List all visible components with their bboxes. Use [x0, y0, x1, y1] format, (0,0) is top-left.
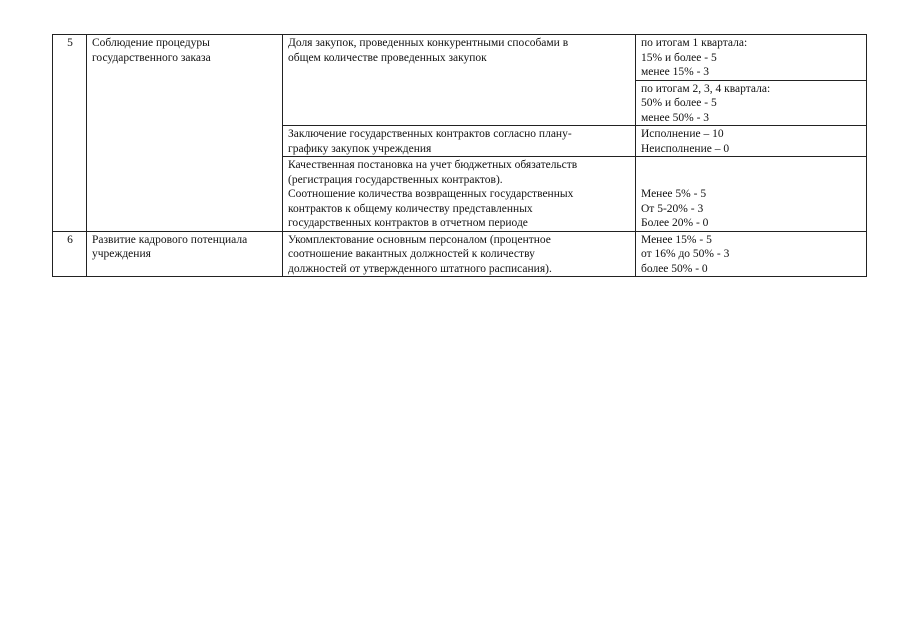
criterion-text: Доля закупок, проведенных конкурентными способами в общем количестве проведенных закупок	[283, 35, 636, 126]
score-cell: по итогам 1 квартала: 15% и более - 5 менее 15% - 3	[636, 35, 867, 81]
table-row	[53, 231, 867, 277]
criteria-table	[52, 34, 867, 277]
score-cell: Менее 5% - 5 От 5-20% - 3 Более 20% - 0	[636, 157, 867, 232]
score-cell: Менее 15% - 5 от 16% до 50% - 3 более 50% - 0	[636, 231, 867, 277]
criterion-text: Качественная постановка на учет бюджетных обязательств (регистрация государственных контрактов). Соотношение количества возвращенных государственных контрактов к общему количеству представленных государственных контрактов в отчетном периоде	[283, 157, 636, 232]
table-row	[53, 35, 867, 81]
section-title: Развитие кадрового потенциала учреждения	[87, 231, 283, 277]
score-cell: Исполнение – 10 Неисполнение – 0	[636, 126, 867, 157]
criterion-text: Заключение государственных контрактов согласно плану- графику закупок учреждения	[283, 126, 636, 157]
section-title: Соблюдение процедуры государственного заказа	[87, 35, 283, 232]
row-number: 5	[53, 35, 87, 232]
row-number: 6	[53, 231, 87, 277]
criterion-text: Укомплектование основным персоналом (процентное соотношение вакантных должностей к количеству должностей от утвержденного штатного расписания).	[283, 231, 636, 277]
score-cell: по итогам 2, 3, 4 квартала: 50% и более - 5 менее 50% - 3	[636, 80, 867, 126]
